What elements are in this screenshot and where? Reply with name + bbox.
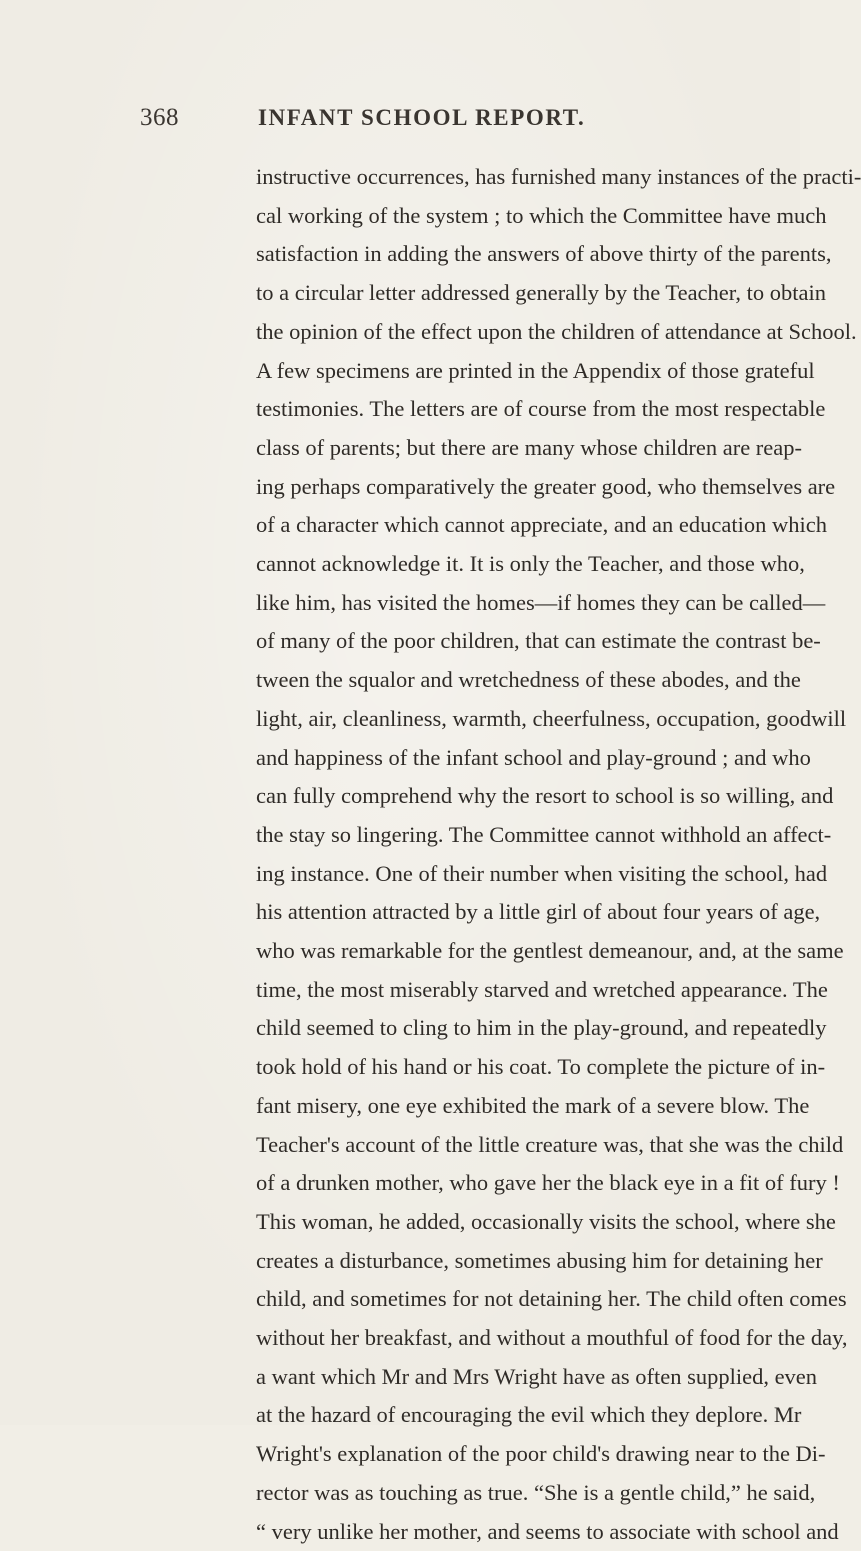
text-line: satisfaction in adding the answers of above thirty of the parents, (256, 241, 832, 267)
text-line: like him, has visited the homes—if homes they can be called— (256, 589, 826, 615)
text-line: can fully comprehend why the resort to school is so willing, and (256, 783, 834, 809)
text-line: instructive occurrences, has furnished many instances of the practi- (256, 164, 861, 189)
text-line: the opinion of the effect upon the children of attendance at School. (256, 318, 857, 344)
text-line: Wright's explanation of the poor child's drawing near to the Di- (256, 1441, 826, 1467)
page-header (0, 104, 800, 144)
text-line: class of parents; but there are many whose children are reap- (256, 434, 803, 460)
text-line: fant misery, one eye exhibited the mark of a severe blow. The (256, 1092, 810, 1118)
text-line: testimonies. The letters are of course from the most respectable (256, 396, 826, 422)
text-line: ing perhaps comparatively the greater good, who themselves are (256, 473, 836, 499)
text-line: the stay so lingering. The Committee cannot withhold an affect- (256, 821, 832, 847)
text-line: of a drunken mother, who gave her the black eye in a fit of fury ! (256, 1170, 840, 1196)
running-head: INFANT SCHOOL REPORT. (258, 105, 586, 130)
text-line: time, the most miserably starved and wretched appearance. The (256, 976, 828, 1002)
text-line: “ very unlike her mother, and seems to associate with school and (256, 1518, 839, 1544)
text-line: creates a disturbance, sometimes abusing him for detaining her (256, 1247, 823, 1273)
text-line: Teacher's account of the little creature was, that she was the child (256, 1131, 844, 1157)
text-line: ing instance. One of their number when visiting the school, had (256, 860, 828, 886)
text-line: without her breakfast, and without a mouthful of food for the day, (256, 1325, 848, 1350)
page-number: 368 (140, 104, 179, 131)
text-line: and happiness of the infant school and play-ground ; and who (256, 744, 811, 770)
text-line: of a character which cannot appreciate, and an education which (256, 512, 827, 538)
text-line: child, and sometimes for not detaining her. The child often comes (256, 1286, 847, 1312)
text-line: who was remarkable for the gentlest demeanour, and, at the same (256, 938, 844, 963)
text-line: This woman, he added, occasionally visits the school, where she (256, 1208, 836, 1234)
text-line: of many of the poor children, that can estimate the contrast be- (256, 628, 821, 654)
text-line: A few specimens are printed in the Appendix of those grateful (256, 357, 815, 383)
text-line: cal working of the system ; to which the Committee have much (256, 202, 827, 228)
text-line: at the hazard of encouraging the evil which they deplore. Mr (256, 1402, 802, 1428)
text-line: rector was as touching as true. “She is a gentle child,” he said, (256, 1479, 816, 1505)
text-line: light, air, cleanliness, warmth, cheerfulness, occupation, goodwill (256, 705, 847, 731)
text-line: to a circular letter addressed generally by the Teacher, to obtain (256, 280, 826, 306)
text-line: tween the squalor and wretchedness of these abodes, and the (256, 667, 801, 693)
text-line: child seemed to cling to him in the play-ground, and repeatedly (256, 1015, 827, 1041)
text-line: his attention attracted by a little girl of about four years of age, (256, 899, 821, 925)
text-line: cannot acknowledge it. It is only the Teacher, and those who, (256, 551, 805, 576)
text-line: took hold of his hand or his coat. To complete the picture of in- (256, 1054, 826, 1080)
text-line: a want which Mr and Mrs Wright have as often supplied, even (256, 1363, 818, 1389)
